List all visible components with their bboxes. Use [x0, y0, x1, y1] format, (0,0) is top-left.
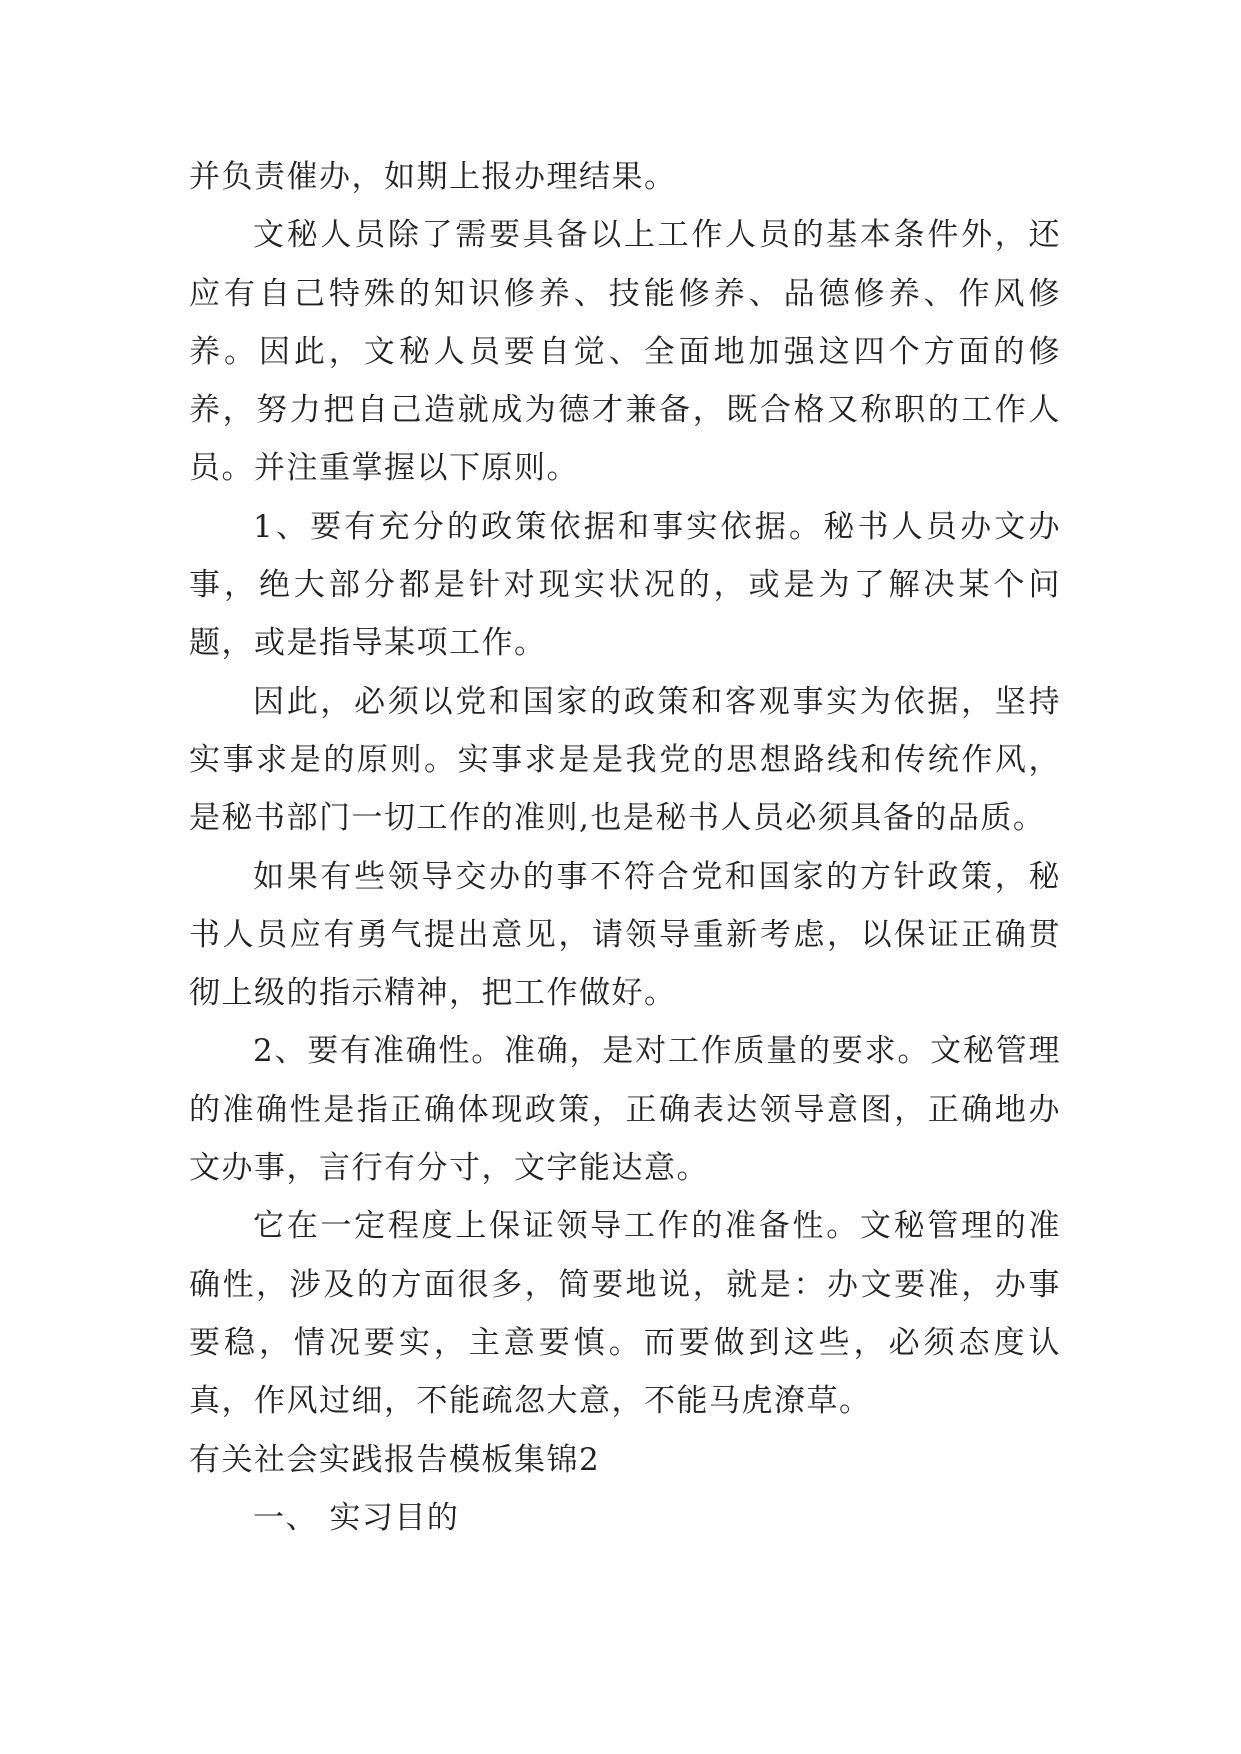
paragraph-principle-2: 2、要有准确性。准确，是对工作质量的要求。文秘管理的准确性是指正确体现政策，正确表达领导意图，正确地办文办事，言行有分寸，文字能达意。	[189, 1033, 1061, 1187]
paragraph-qualifications: 文秘人员除了需要具备以上工作人员的基本条件外，还应有自己特殊的知识修养、技能修养、品德修养、作风修养。因此，文秘人员要自觉、全面地加强这四个方面的修养，努力把自己造就成为德才兼备，既合格又称职的工作人员。并注重掌握以下原则。	[189, 217, 1061, 487]
paragraph-principle-1-advice: 如果有些领导交办的事不符合党和国家的方针政策，秘书人员应有勇气提出意见，请领导重新考虑，以保证正确贯彻上级的指示精神，把工作做好。	[189, 858, 1061, 1012]
section-subheading: 一、 实习目的	[253, 1499, 460, 1536]
paragraph-principle-1-detail: 因此，必须以党和国家的政策和客观事实为依据，坚持实事求是的原则。实事求是是我党的思想路线和传统作风，是秘书部门一切工作的准则,也是秘书人员必须具备的品质。	[189, 683, 1061, 837]
section-heading: 有关社会实践报告模板集锦2	[189, 1441, 601, 1478]
paragraph-principle-2-detail: 它在一定程度上保证领导工作的准备性。文秘管理的准确性，涉及的方面很多，简要地说，就是：办文要准，办事要稳，情况要实，主意要慎。而要做到这些，必须态度认真，作风过细，不能疏忽大意，不能马虎潦草。	[189, 1208, 1061, 1420]
paragraph-principle-1: 1、要有充分的政策依据和事实依据。秘书人员办文办事，绝大部分都是针对现实状况的，或是为了解决某个问题，或是指导某项工作。	[189, 508, 1061, 662]
paragraph-continuation: 并负责催办，如期上报办理结果。	[189, 159, 677, 195]
document-body	[189, 148, 1061, 1547]
